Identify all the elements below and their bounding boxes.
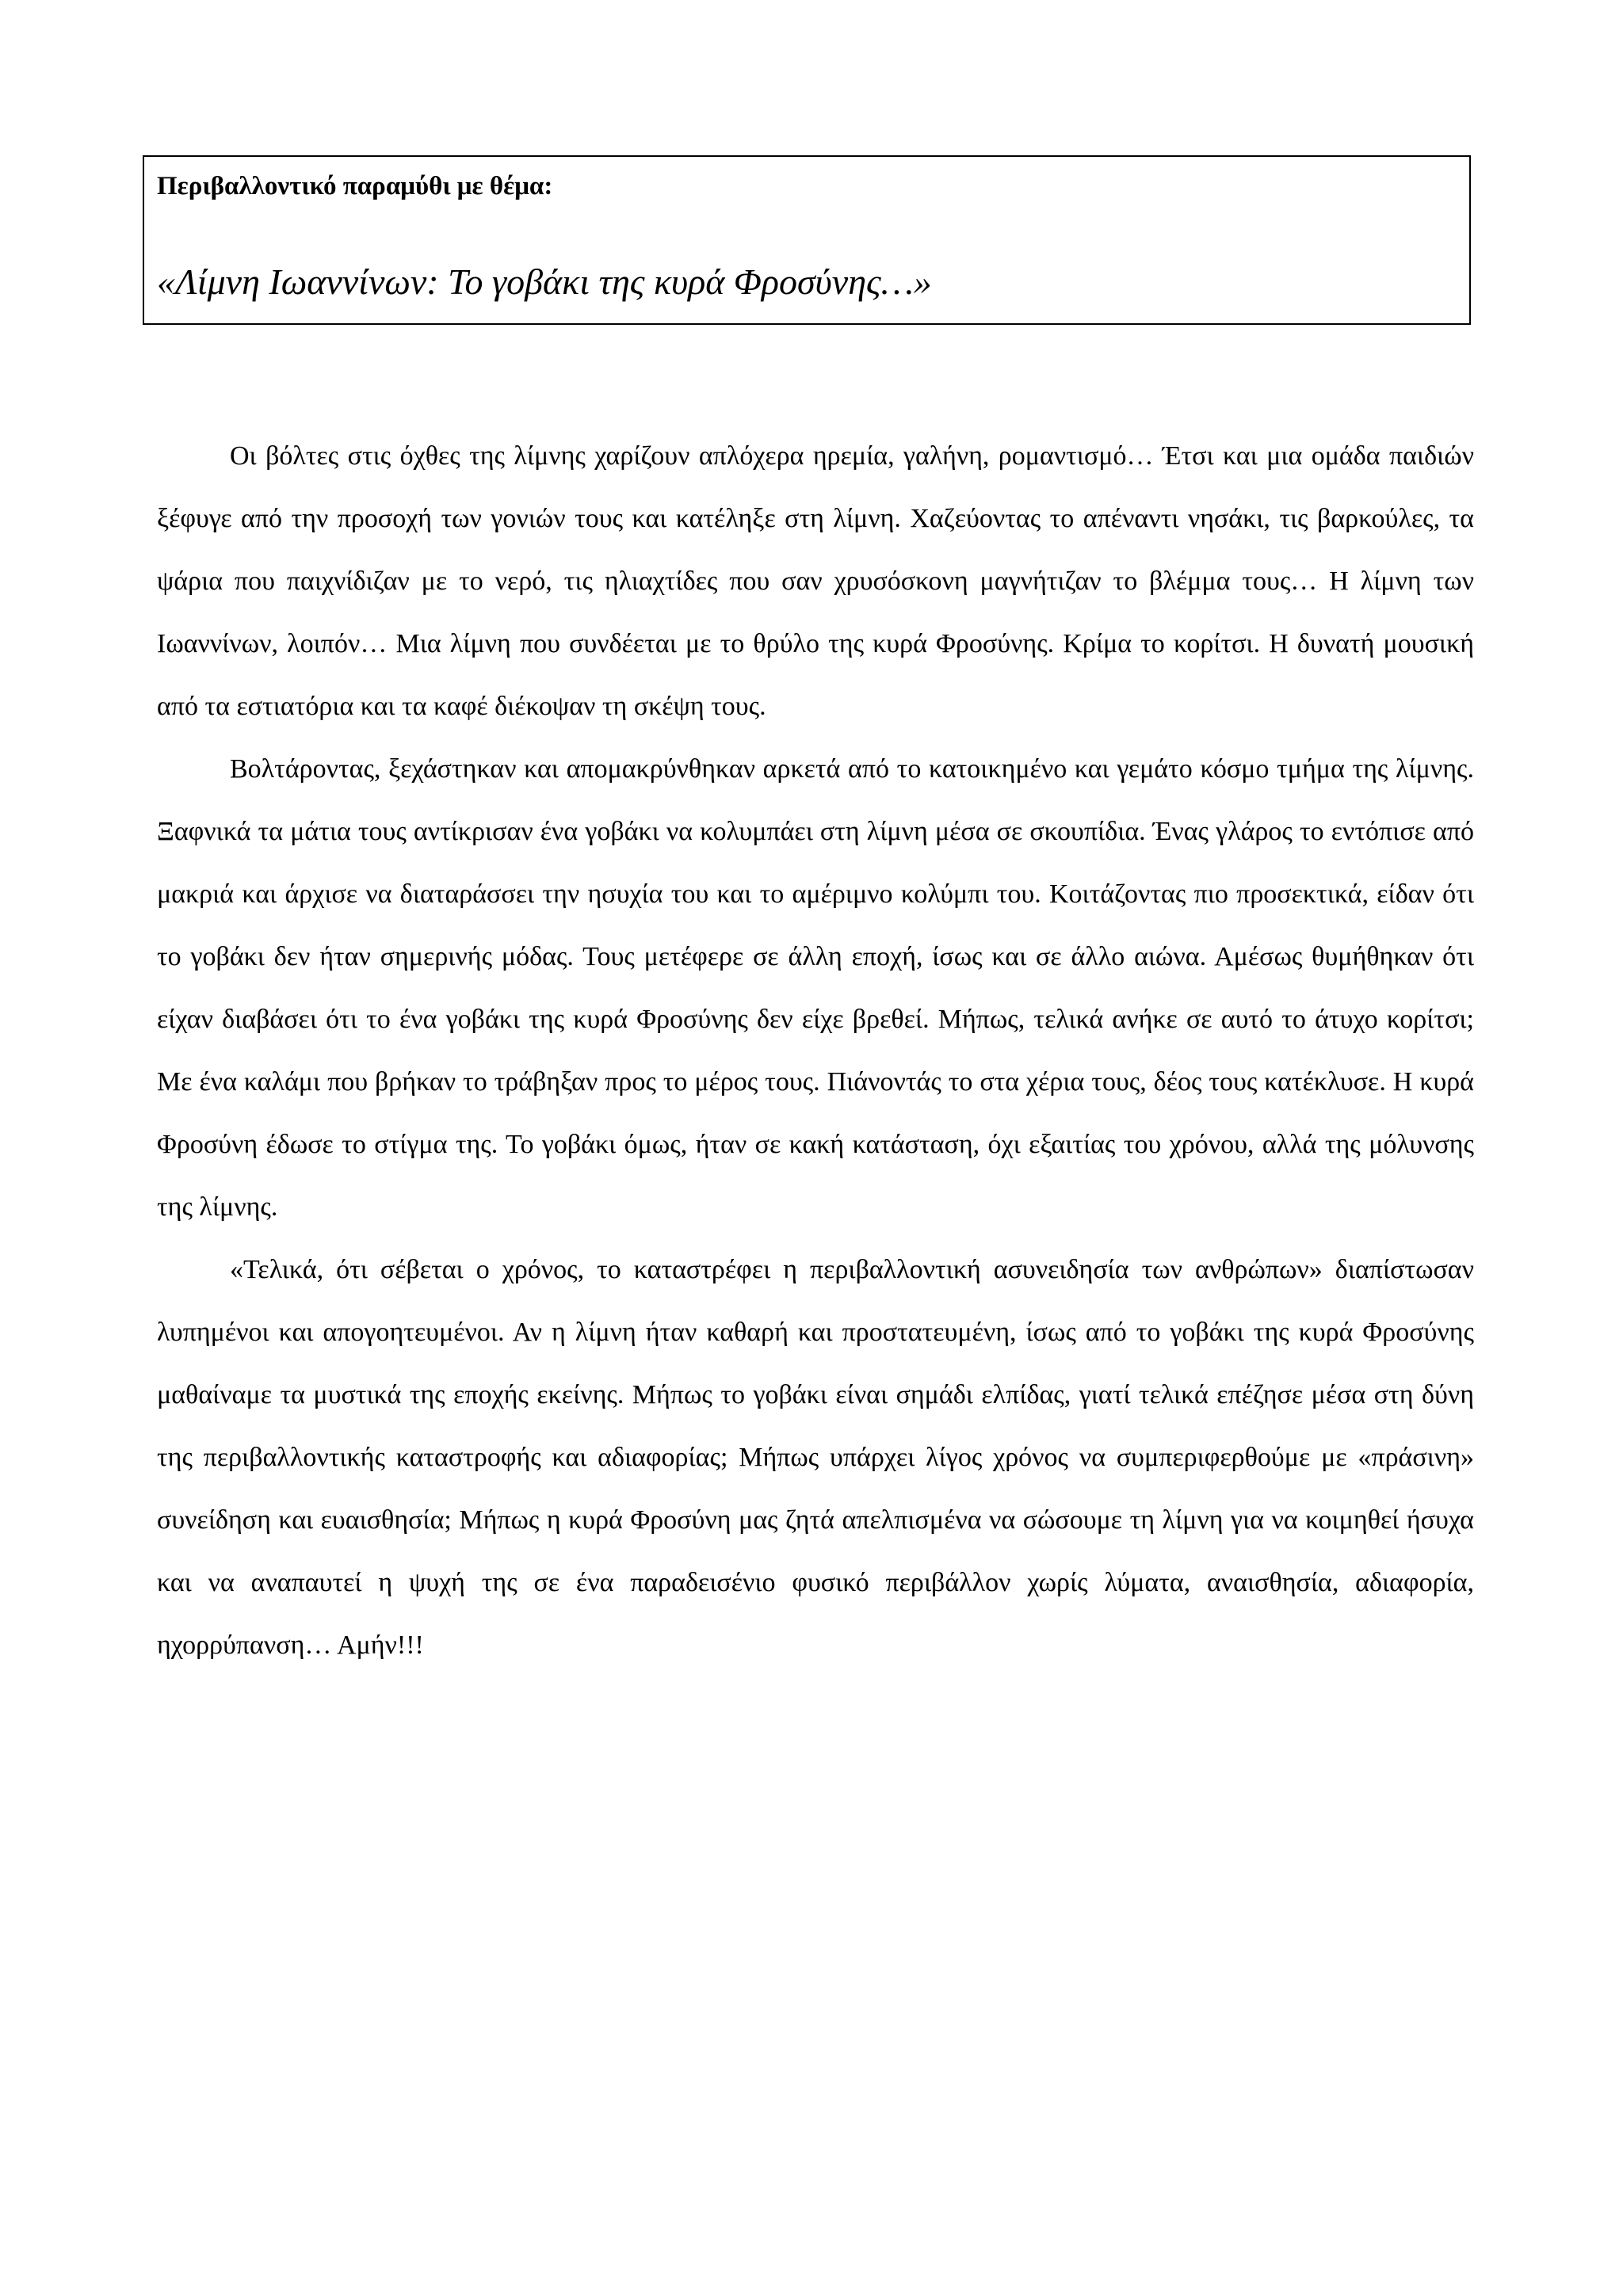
document-label: Περιβαλλοντικό παραμύθι με θέμα: (157, 172, 553, 200)
story-body (157, 425, 1474, 1676)
title-box (143, 155, 1471, 325)
paragraph-1: Οι βόλτες στις όχθες της λίμνης χαρίζουν απλόχερα ηρεμία, γαλήνη, ρομαντισμό… Έτσι και μια ομάδα παιδιών ξέφυγε από την προσοχή των γονιών τους και κατέληξε στη λίμνη. Χαζεύοντας το απέναντι νησάκι, τις βαρκούλες, τα ψάρια που παιχνίδιζαν με το νερό, τις ηλιαχτίδες που σαν χρυσόσκονη μαγνήτιζαν το βλέμμα τους… Η λίμνη των Ιωαννίνων, λοιπόν… Μια λίμνη που συνδέεται με το θρύλο της κυρά Φροσύνης. Κρίμα το κορίτσι. Η δυνατή μουσική από τα εστιατόρια και τα καφέ διέκοψαν τη σκέψη τους. (157, 441, 1474, 721)
paragraph-2: Βολτάροντας, ξεχάστηκαν και απομακρύνθηκαν αρκετά από το κατοικημένο και γεμάτο κόσμο τμήμα της λίμνης. Ξαφνικά τα μάτια τους αντίκρισαν ένα γοβάκι να κολυμπάει στη λίμνη μέσα σε σκουπίδια. Ένας γλάρος το εντόπισε από μακριά και άρχισε να διαταράσσει την ησυχία του και το αμέριμνο κολύμπι του. Κοιτάζοντας πιο προσεκτικά, είδαν ότι το γοβάκι δεν ήταν σημερινής μόδας. Τους μετέφερε σε άλλη εποχή, ίσως και σε άλλο αιώνα. Αμέσως θυμήθηκαν ότι είχαν διαβάσει ότι το ένα γοβάκι της κυρά Φροσύνης δεν είχε βρεθεί. Μήπως, τελικά ανήκε σε αυτό το άτυχο κορίτσι; Με ένα καλάμι που βρήκαν το τράβηξαν προς το μέρος τους. Πιάνοντάς το στα χέρια τους, δέος τους κατέκλυσε. Η κυρά Φροσύνη έδωσε το στίγμα της. Το γοβάκι όμως, ήταν σε κακή κατάσταση, όχι εξαιτίας του χρόνου, αλλά της μόλυνσης της λίμνης. (157, 754, 1474, 1222)
document-title: «Λίμνη Ιωαννίνων: Το γοβάκι της κυρά Φροσύνης…» (157, 261, 932, 302)
paragraph-3: «Τελικά, ότι σέβεται ο χρόνος, το καταστρέφει η περιβαλλοντική ασυνειδησία των ανθρώπων» διαπίστωσαν λυπημένοι και απογοητευμένοι. Αν η λίμνη ήταν καθαρή και προστατευμένη, ίσως από το γοβάκι της κυρά Φροσύνης μαθαίναμε τα μυστικά της εποχής εκείνης. Μήπως το γοβάκι είναι σημάδι ελπίδας, γιατί τελικά επέζησε μέσα στη δύνη της περιβαλλοντικής καταστροφής και αδιαφορίας; Μήπως υπάρχει λίγος χρόνος να συμπεριφερθούμε με «πράσινη» συνείδηση και ευαισθησία; Μήπως η κυρά Φροσύνη μας ζητά απελπισμένα να σώσουμε τη λίμνη για να κοιμηθεί ήσυχα και να αναπαυτεί η ψυχή της σε ένα παραδεισένιο φυσικό περιβάλλον χωρίς λύματα, αναισθησία, αδιαφορία, ηχορρύπανση… Αμήν!!! (157, 1255, 1474, 1660)
